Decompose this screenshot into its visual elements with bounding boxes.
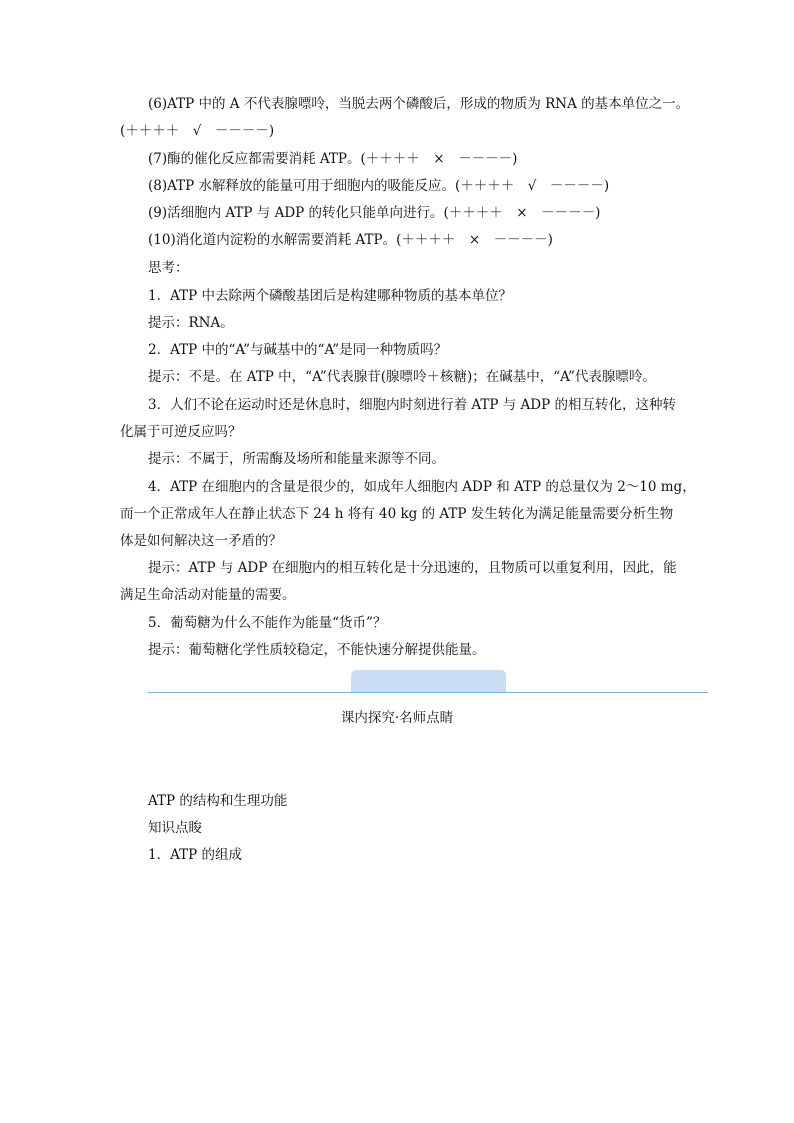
question-4-line2: 而一个正常成年人在静止状态下 24 h 将有 40 kg 的 ATP 发生转化为满足能量需要分析生物 bbox=[120, 506, 674, 522]
judgment-10: (10)消化道内淀粉的水解需要消耗 ATP。(＋＋＋＋ × －－－－) bbox=[148, 232, 553, 248]
judgment-7: (7)酶的催化反应都需要消耗 ATP。(＋＋＋＋ × －－－－) bbox=[148, 151, 518, 167]
thinking-heading: 思考： bbox=[148, 260, 189, 276]
question-4-line3: 体是如何解决这一矛盾的？ bbox=[120, 533, 282, 549]
question-2: 2．ATP 中的“A”与碱基中的“A”是同一种物质吗？ bbox=[148, 342, 448, 358]
question-4-line1: 4．ATP 在细胞内的含量是很少的，如成年人细胞内 ADP 和 ATP 的总量仅为 2～10 mg， bbox=[148, 479, 696, 495]
answer-2: 提示：不是。在 ATP 中，“A”代表腺苷(腺嘌呤＋核糖)；在碱基中，“A”代表腺嘌呤。 bbox=[148, 369, 656, 385]
judgment-6-line1: (6)ATP 中的 A 不代表腺嘌呤，当脱去两个磷酸后，形成的物质为 RNA 的基本单位之一。 bbox=[148, 96, 690, 112]
answer-4-line2: 满足生命活动对能量的需要。 bbox=[120, 587, 296, 603]
judgment-6-line2: (＋＋＋＋ √ －－－－) bbox=[120, 123, 275, 139]
divider-line bbox=[148, 692, 708, 693]
question-5: 5．葡萄糖为什么不能作为能量“货币”？ bbox=[148, 615, 387, 631]
answer-5: 提示：葡萄糖化学性质较稳定，不能快速分解提供能量。 bbox=[148, 642, 486, 658]
question-3-line2: 化属于可逆反应吗？ bbox=[120, 424, 242, 440]
section-title: 课内探究·名师点睛 bbox=[340, 710, 454, 726]
answer-4-line1: 提示：ATP 与 ADP 在细胞内的相互转化是十分迅速的，且物质可以重复利用，因此，能 bbox=[148, 560, 677, 576]
judgment-8: (8)ATP 水解释放的能量可用于细胞内的吸能反应。(＋＋＋＋ √ －－－－) bbox=[148, 178, 610, 194]
point-1-heading: 1．ATP 的组成 bbox=[148, 847, 242, 863]
divider-tab bbox=[351, 670, 506, 692]
answer-1: 提示：RNA。 bbox=[148, 315, 234, 331]
answer-3: 提示：不属于，所需酶及场所和能量来源等不同。 bbox=[148, 451, 445, 467]
knowledge-point-heading: 知识点睃 bbox=[148, 820, 202, 836]
topic-heading: ATP 的结构和生理功能 bbox=[148, 793, 288, 809]
judgment-9: (9)活细胞内 ATP 与 ADP 的转化只能单向进行。(＋＋＋＋ × －－－－) bbox=[148, 205, 601, 221]
question-1: 1．ATP 中去除两个磷酸基团后是构建哪种物质的基本单位？ bbox=[148, 288, 512, 304]
question-3-line1: 3．人们不论在运动时还是休息时，细胞内时刻进行着 ATP 与 ADP 的相互转化，这种转 bbox=[148, 397, 677, 413]
section-divider bbox=[148, 670, 708, 694]
